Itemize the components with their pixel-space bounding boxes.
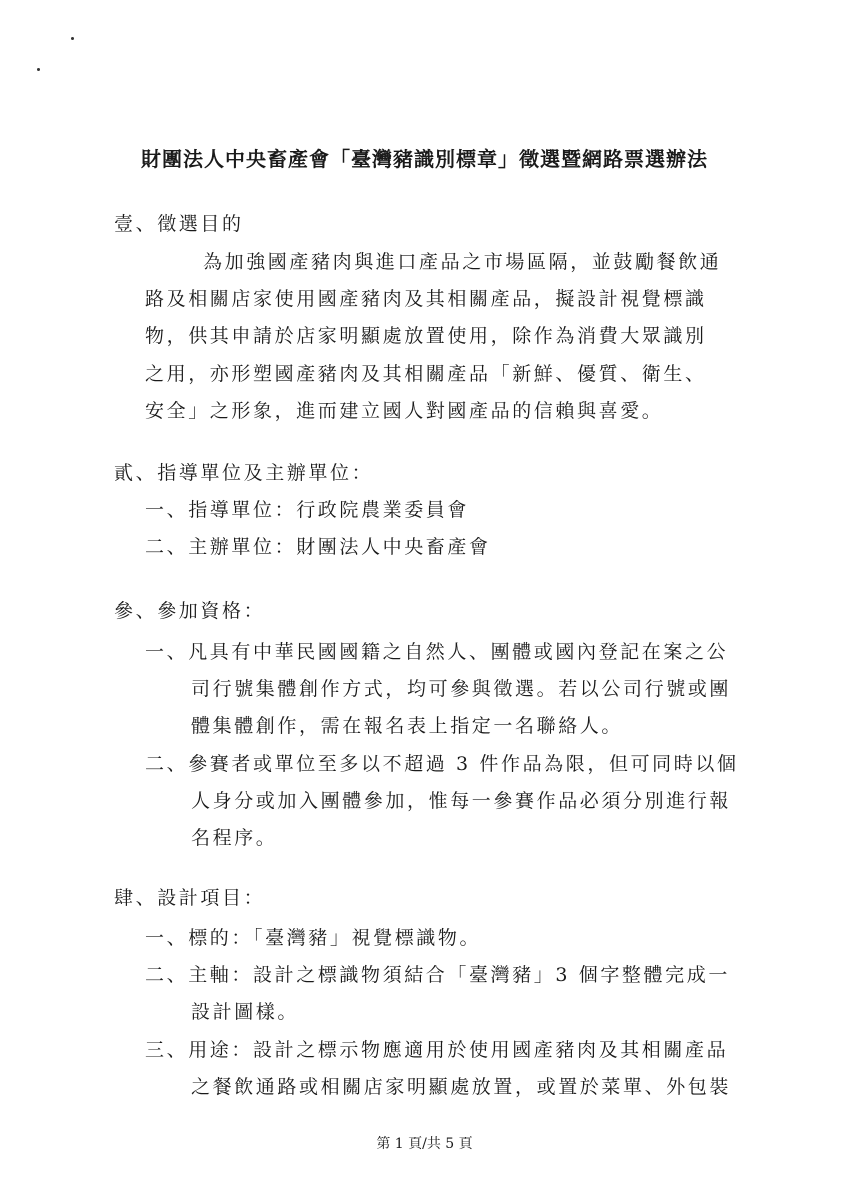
section-heading: 壹、徵選目的 — [114, 213, 244, 235]
list-item-continuation: 之餐飲通路或相關店家明顯處放置，或置於菜單、外包裝 — [191, 1076, 732, 1098]
list-item: 二、參賽者或單位至多以不超過 3 件作品為限，但可同時以個 — [145, 753, 739, 775]
page-number: 第 1 頁/共 5 頁 — [376, 1136, 473, 1152]
paragraph-line: 為加強國產豬肉與進口產品之市場區隔，並鼓勵餐飲通 — [203, 251, 722, 273]
list-item-continuation: 司行號集體創作方式，均可參與徵選。若以公司行號或團 — [191, 678, 732, 700]
list-item-continuation: 名程序。 — [191, 827, 278, 849]
paragraph-line: 之用，亦形塑國產豬肉及其相關產品「新鮮、優質、衛生、 — [145, 363, 707, 385]
document-title: 財團法人中央畜產會「臺灣豬識別標章」徵選暨網路票選辦法 — [141, 147, 708, 171]
section-heading: 參、參加資格： — [114, 600, 266, 622]
paragraph-line: 路及相關店家使用國產豬肉及其相關產品，擬設計視覺標識 — [145, 288, 707, 310]
section-heading: 貳、指導單位及主辦單位： — [114, 462, 374, 484]
list-item-continuation: 體集體創作，需在報名表上指定一名聯絡人。 — [191, 715, 624, 737]
scan-speck — [37, 68, 40, 71]
list-item: 三、用途：設計之標示物應適用於使用國產豬肉及其相關產品 — [145, 1039, 729, 1061]
paragraph-line: 物，供其申請於店家明顯處放置使用，除作為消費大眾識別 — [145, 325, 707, 347]
scan-speck — [71, 37, 74, 40]
paragraph-line: 安全」之形象，進而建立國人對國產品的信賴與喜愛。 — [145, 400, 664, 422]
list-item: 二、主辦單位：財團法人中央畜產會 — [145, 536, 491, 558]
list-item-continuation: 人身分或加入團體參加，惟每一參賽作品必須分別進行報 — [191, 790, 732, 812]
section-heading: 肆、設計項目： — [114, 887, 266, 909]
list-item-continuation: 設計圖樣。 — [191, 1001, 300, 1023]
list-item: 一、凡具有中華民國國籍之自然人、團體或國內登記在案之公 — [145, 641, 729, 663]
list-item: 二、主軸：設計之標識物須結合「臺灣豬」3 個字整體完成一 — [145, 964, 730, 986]
list-item: 一、標的：「臺灣豬」視覺標識物。 — [145, 927, 482, 949]
list-item: 一、指導單位：行政院農業委員會 — [145, 499, 470, 521]
